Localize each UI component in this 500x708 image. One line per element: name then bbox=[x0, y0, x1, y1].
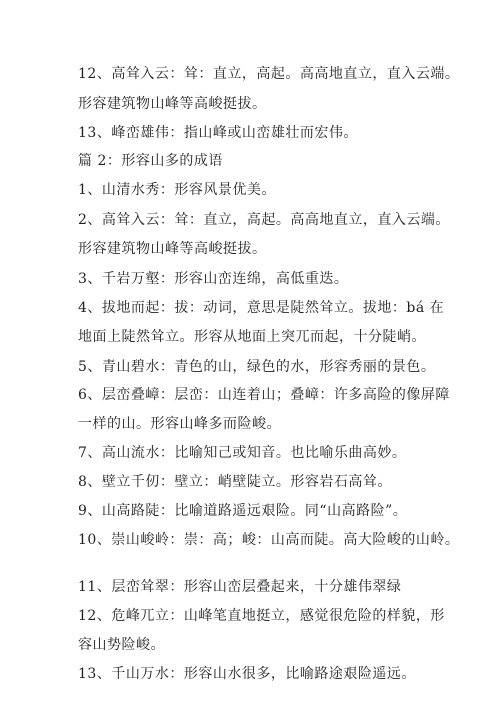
text-line: 10、崇山峻岭：崇：高；峻：山高而陡。高大险峻的山岭。 bbox=[78, 532, 460, 548]
text-line: 一样的山。形容山峰多而险峻。 bbox=[78, 416, 281, 432]
text-line: 6、层峦叠嶂：层峦：山连着山；叠嶂：许多高险的像屏障 bbox=[78, 387, 450, 403]
text-line: 3、千岩万壑：形容山峦连绵，高低重迭。 bbox=[78, 271, 349, 287]
text-line: 容山势险峻。 bbox=[78, 637, 165, 653]
text-line: 形容建筑物山峰等高峻挺拔。 bbox=[78, 96, 267, 112]
text-line: 11、层峦耸翠：形容山峦层叠起来，十分雄伟翠绿 bbox=[78, 579, 402, 595]
text-line: 1、山清水秀：形容风景优美。 bbox=[78, 182, 276, 198]
section-heading: 篇 2：形容山多的成语 bbox=[78, 153, 223, 169]
text-line: 13、千山万水：形容山水很多，比喻路途艰险遥远。 bbox=[78, 666, 416, 682]
text-line: 8、壁立千仞：壁立：峭壁陡立。形容岩石高耸。 bbox=[78, 474, 392, 490]
text-line: 12、高耸入云：耸：直立，高起。高高地直立，直入云端。 bbox=[78, 66, 460, 82]
text-line: 5、青山碧水：青色的山，绿色的水，形容秀丽的景色。 bbox=[78, 359, 436, 375]
text-line: 4、拔地而起：拔：动词，意思是陡然耸立。拔地：bá 在 bbox=[78, 300, 445, 316]
text-line: 7、高山流水：比喻知己或知音。也比喻乐曲高妙。 bbox=[78, 445, 407, 461]
text-line: 地面上陡然耸立。形容从地面上突兀而起，十分陡峭。 bbox=[78, 329, 426, 345]
text-line: 2、高耸入云：耸：直立，高起。高高地直立，直入云端。 bbox=[78, 212, 450, 228]
text-line: 9、山高路陡：比喻道路遥远艰险。同“山高路险”。 bbox=[78, 503, 408, 519]
text-line: 形容建筑物山峰等高峻挺拔。 bbox=[78, 241, 267, 257]
text-line: 13、峰峦雄伟：指山峰或山峦雄壮而宏伟。 bbox=[78, 125, 358, 141]
text-line: 12、危峰兀立：山峰笔直地挺立，感觉很危险的样貌，形 bbox=[78, 608, 445, 624]
